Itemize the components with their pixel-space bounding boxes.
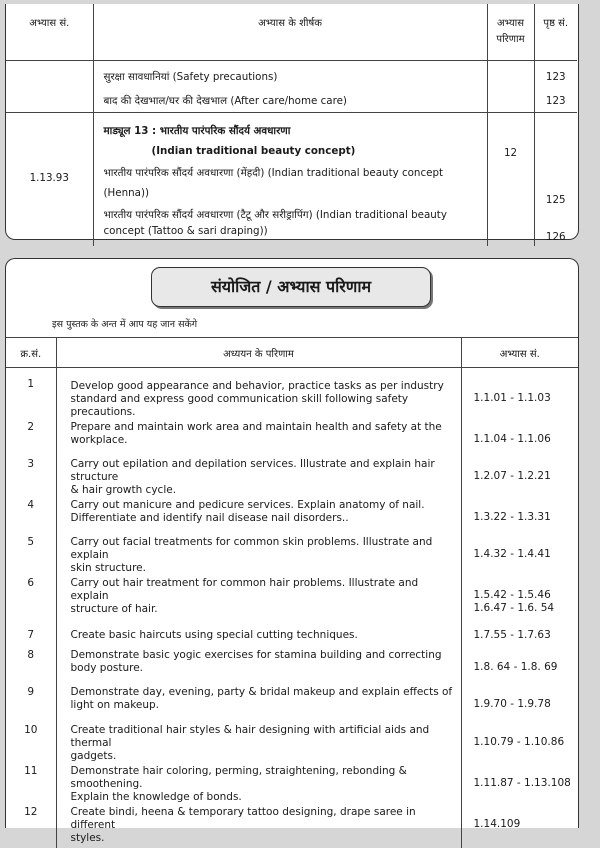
- exercise-title: भारतीय पारंपरिक सौंदर्य अवधारणा (मेंहदी) (Indian traditional beauty concept: [103, 166, 444, 179]
- serial-number: 8: [6, 647, 56, 684]
- page-number: 126: [545, 230, 566, 243]
- page-number: 125: [545, 193, 566, 206]
- outcome-text: Carry out epilation and depilation services. Illustrate and explain hair structure & hair growth cycle.: [56, 456, 461, 497]
- serial-number: 12: [6, 804, 56, 848]
- exercise-range: 1.10.79 - 1.10.86: [473, 736, 565, 748]
- serial-number: 11: [6, 763, 56, 804]
- table-row: [6, 647, 578, 684]
- exercise-range: 1.4.32 - 1.4.41: [473, 548, 551, 560]
- intro-text: इस पुस्तक के अन्त में आप यह जान सकेंगे: [52, 319, 198, 330]
- header-exercise-outcome: अभ्यास परिणाम: [487, 4, 534, 60]
- learning-outcomes-panel: [5, 258, 579, 844]
- header-serial-number: क्र.सं.: [6, 338, 56, 368]
- header-exercise-number: अभ्यास सं.: [6, 4, 93, 60]
- serial-number: 6: [6, 575, 56, 623]
- exercise-title: बाद की देखभाल/घर की देखभाल (After care/home care): [103, 94, 347, 107]
- table-row: [6, 419, 578, 456]
- exercise-range: 1.8. 64 - 1.8. 69: [473, 661, 558, 673]
- exercise-range: 1.3.22 - 1.3.31: [473, 511, 551, 523]
- table-row: [6, 112, 577, 246]
- header-learning-outcome: अध्ययन के परिणाम: [56, 338, 461, 368]
- serial-number: 3: [6, 456, 56, 497]
- exercise-index-table: [6, 4, 577, 246]
- serial-number: 7: [6, 623, 56, 647]
- exercise-outcome: 12: [487, 112, 534, 246]
- outcome-text: Carry out manicure and pedicure services. Explain anatomy of nail. Differentiate and identify nail disease nail disorders..: [56, 497, 461, 534]
- table-row: [6, 722, 578, 763]
- module-subtitle: (Indian traditional beauty concept): [151, 144, 356, 157]
- exercise-range: 1.2.07 - 1.2.21: [473, 470, 551, 482]
- learning-outcomes-table: [6, 337, 578, 848]
- page-number: 123: [545, 70, 566, 83]
- exercise-number: 1.13.93: [6, 112, 93, 246]
- module-title: माड्यूल 13 : भारतीय पारंपरिक सौंदर्य अवधारणा: [103, 124, 291, 137]
- outcome-text: Develop good appearance and behavior, practice tasks as per industry standard and express good communication skill following safety precautions.: [56, 368, 461, 420]
- table-row: [6, 534, 578, 575]
- exercise-range: 1.5.42 - 1.5.46 1.6.47 - 1.6. 54: [473, 589, 555, 614]
- exercise-title: (Henna)): [103, 186, 149, 199]
- exercise-title: भारतीय पारंपरिक सौंदर्य अवधारणा (टैटू और सरीड्रापिंग) (Indian traditional beauty: [103, 208, 447, 221]
- serial-number: 2: [6, 419, 56, 456]
- exercise-range: 1.1.04 - 1.1.06: [473, 433, 551, 445]
- outcome-text: Carry out hair treatment for common hair problems. Illustrate and explain structure of hair.: [56, 575, 461, 623]
- exercise-title: concept (Tattoo & sari draping)): [103, 224, 268, 237]
- outcome-text: Prepare and maintain work area and maintain health and safety at the workplace.: [56, 419, 461, 456]
- header-exercise-number: अभ्यास सं.: [461, 338, 578, 368]
- table-row: [6, 497, 578, 534]
- table-row: [6, 368, 578, 420]
- outcome-text: Create traditional hair styles & hair designing with artificial aids and thermal gadgets.: [56, 722, 461, 763]
- table-row: [6, 763, 578, 804]
- outcome-text: Create bindi, heena & temporary tattoo designing, drape saree in different styles.: [56, 804, 461, 848]
- outcome-text: Demonstrate hair coloring, perming, straightening, rebonding & smoothening. Explain the knowledge of bonds.: [56, 763, 461, 804]
- outcome-text: Demonstrate basic yogic exercises for stamina building and correcting body posture.: [56, 647, 461, 684]
- table-row: [6, 804, 578, 848]
- header-page-number: पृष्ठ सं.: [534, 4, 577, 60]
- table-row: [6, 60, 577, 112]
- serial-number: 9: [6, 684, 56, 722]
- table-row: [6, 623, 578, 647]
- exercise-title: सुरक्षा सावधानियां (Safety precautions): [103, 70, 278, 83]
- table-row: [6, 575, 578, 623]
- serial-number: 4: [6, 497, 56, 534]
- outcome-text: Carry out facial treatments for common skin problems. Illustrate and explain skin structure.: [56, 534, 461, 575]
- exercise-range: 1.11.87 - 1.13.108: [473, 777, 571, 789]
- exercise-range: 1.14.109: [473, 818, 521, 830]
- page-number: 123: [545, 94, 566, 107]
- exercise-index-panel: [5, 4, 579, 243]
- exercise-range: 1.9.70 - 1.9.78: [473, 698, 551, 710]
- header-exercise-title: अभ्यास के शीर्षक: [93, 4, 487, 60]
- table-row: [6, 456, 578, 497]
- outcome-text: Create basic haircuts using special cutting techniques.: [56, 623, 461, 647]
- exercise-range: 1.7.55 - 1.7.63: [473, 629, 551, 641]
- table-row: [6, 684, 578, 722]
- serial-number: 10: [6, 722, 56, 763]
- exercise-range: 1.1.01 - 1.1.03: [473, 392, 551, 404]
- section-title: संयोजित / अभ्यास परिणाम: [151, 267, 431, 307]
- serial-number: 1: [6, 368, 56, 420]
- outcome-text: Demonstrate day, evening, party & bridal makeup and explain effects of light on makeup.: [56, 684, 461, 722]
- serial-number: 5: [6, 534, 56, 575]
